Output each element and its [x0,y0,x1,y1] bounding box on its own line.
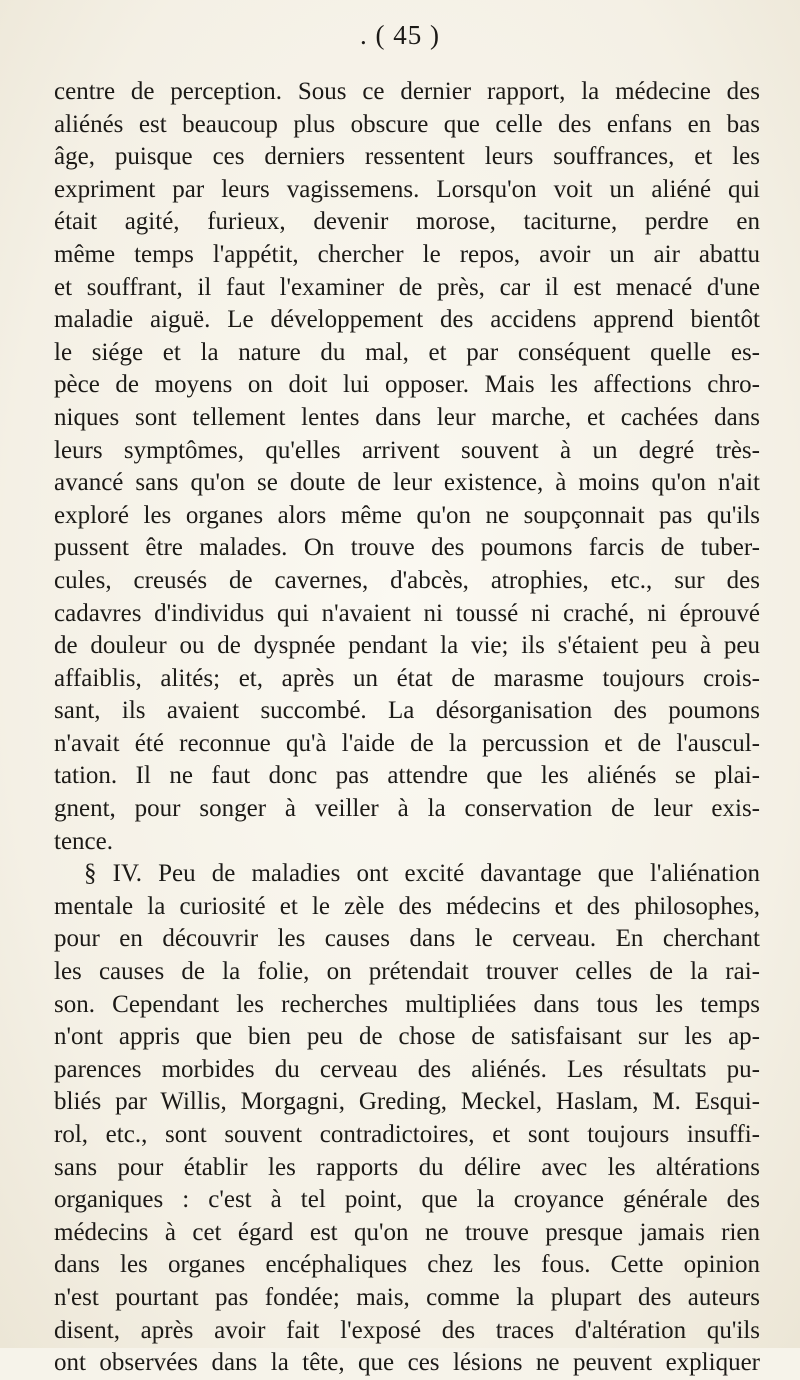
text-line: pèce de moyens on doit lui opposer. Mais les affections chro- [54,371,760,399]
text-line: bliés par Willis, Morgagni, Greding, Meckel, Haslam, M. Esqui- [54,1088,760,1116]
text-line: organiques : c'est à tel point, que la croyance générale des [54,1186,760,1214]
text-line: était agité, furieux, devenir morose, taciturne, perdre en [54,208,760,236]
text-line: § IV. Peu de maladies ont excité davantage que l'aliénation [84,860,760,888]
body-text [54,76,760,1380]
text-line: pour en découvrir les causes dans le cerveau. En cherchant [54,925,760,953]
text-line: ont observées dans la tête, que ces lésions ne peuvent expliquer [54,1349,760,1377]
text-line: avancé sans qu'on se doute de leur existence, à moins qu'on n'ait [54,469,760,497]
text-line: dans les organes encéphaliques chez les fous. Cette opinion [54,1251,760,1279]
text-line: sant, ils avaient succombé. La désorganisation des poumons [54,697,760,725]
text-line: pussent être malades. On trouve des poumons farcis de tuber- [54,534,760,562]
text-line: tation. Il ne faut donc pas attendre que les aliénés se plai- [54,762,760,790]
text-line: exploré les organes alors même qu'on ne soupçonnait pas qu'ils [54,501,760,529]
text-line: affaiblis, alités; et, après un état de marasme toujours crois- [54,664,760,692]
page-number: . ( 45 ) [360,20,440,50]
text-line: les causes de la folie, on prétendait trouver celles de la rai- [54,958,760,986]
text-line: et souffrant, il faut l'examiner de près, car il est menacé d'une [54,273,760,301]
text-line: le siége et la nature du mal, et par conséquent quelle es- [54,338,760,366]
text-line: n'ont appris que bien peu de chose de satisfaisant sur les ap- [54,1023,760,1051]
paragraph-2 [54,858,760,1380]
text-line: centre de perception. Sous ce dernier rapport, la médecine des [54,78,760,105]
text-line: même temps l'appétit, chercher le repos, avoir un air abattu [54,240,760,268]
text-line: n'avait été reconnue qu'à l'aide de la percussion et de l'auscul- [54,729,760,757]
text-line: gnent, pour songer à veiller à la conservation de leur exis- [54,795,760,823]
paragraph-1 [54,76,760,858]
text-line: mentale la curiosité et le zèle des médecins et des philosophes, [54,892,760,920]
text-line: sans pour établir les rapports du délire avec les altérations [54,1153,760,1181]
text-line: son. Cependant les recherches multipliées dans tous les temps [54,990,760,1018]
text-line: cadavres d'individus qui n'avaient ni toussé ni craché, ni éprouvé [54,599,760,627]
text-line: n'est pourtant pas fondée; mais, comme la plupart des auteurs [54,1283,760,1311]
text-line: de douleur ou de dyspnée pendant la vie; ils s'étaient peu à peu [54,632,760,660]
text-line: âge, puisque ces derniers ressentent leurs souffrances, et les [54,143,760,171]
text-line: niques sont tellement lentes dans leur marche, et cachées dans [54,403,760,431]
text-line: maladie aiguë. Le développement des accidens apprend bientôt [54,306,760,334]
text-line: parences morbides du cerveau des aliénés. Les résultats pu- [54,1055,760,1083]
text-line: cules, creusés de cavernes, d'abcès, atrophies, etc., sur des [54,566,760,594]
text-line: leurs symptômes, qu'elles arrivent souvent à un degré très- [54,436,760,464]
text-line: aliénés est beaucoup plus obscure que celle des enfans en bas [54,110,760,138]
text-line: médecins à cet égard est qu'on ne trouve presque jamais rien [54,1218,760,1246]
text-line: expriment par leurs vagissemens. Lorsqu'on voit un aliéné qui [54,175,760,203]
text-line: disent, après avoir fait l'exposé des traces d'altération qu'ils [54,1316,760,1344]
text-line: tence. [54,827,113,855]
text-line: rol, etc., sont souvent contradictoires, et sont toujours insuffi- [54,1121,760,1148]
